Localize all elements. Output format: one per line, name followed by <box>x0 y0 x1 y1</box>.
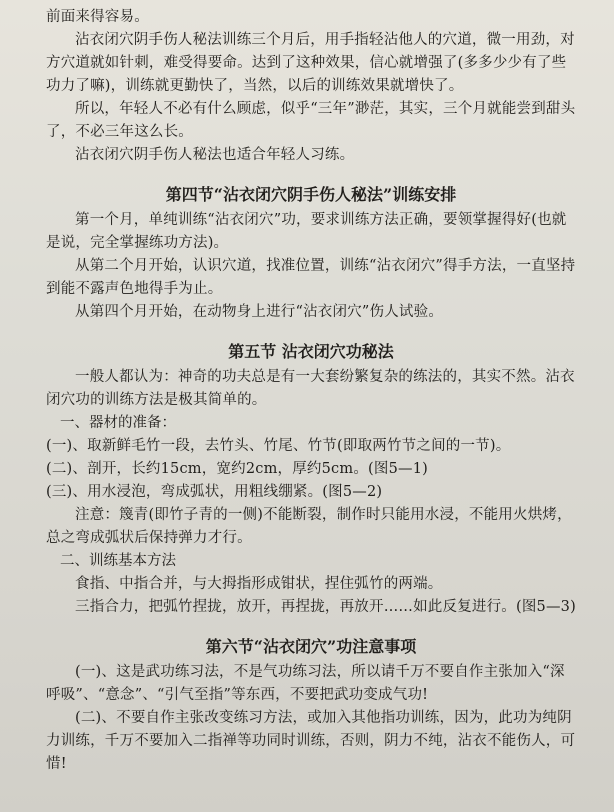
intro-paragraph-2: 沾衣闭穴阴手伤人秘法训练三个月后，用手指轻沾他人的穴道，微一用劲，对方穴道就如针刺，难受得要命。达到了这种效果，信心就增强了(多多少少有了些功力了嘛)，训练就更勤快了，当然，以后的训练效果就增快了。 <box>46 32 575 94</box>
section-6-paragraph-1: (一)、这是武功练习法，不是气功练习法，所以请千万不要自作主张加入“深呼吸”、“意念”、“引气至指”等东西，不要把武功变成气功! <box>46 664 565 703</box>
intro-paragraph-4: 沾衣闭穴阴手伤人秘法也适合年轻人习练。 <box>75 147 355 163</box>
section-4-paragraph-1: 第一个月，单纯训练“沾衣闭穴”功，要求训练方法正确，要领掌握得好(也就是说，完全掌握练功方法)。 <box>46 212 567 251</box>
section-4-heading: 第四节“沾衣闭穴阴手伤人秘法”训练安排 <box>165 185 457 204</box>
equipment-item-3: (三)、用水浸泡，弯成弧状，用粗线绷紧。(图5—2) <box>46 484 383 500</box>
method-paragraph-2: 三指合力，把弧竹捏拢，放开，再捏拢，再放开……如此反复进行。(图5—3) <box>75 599 576 615</box>
intro-paragraph-3: 所以，年轻人不必有什么顾虑，似乎“三年”渺茫，其实，三个月就能尝到甜头了，不必三年这么长。 <box>46 101 576 140</box>
equipment-note: 注意：篾青(即竹子青的一侧)不能断裂，制作时只能用水浸，不能用火烘烤，总之弯成弧状后保持弹力才行。 <box>46 507 572 546</box>
intro-paragraph-1: 前面来得容易。 <box>46 9 149 25</box>
section-5-paragraph-1: 一般人都认为：神奇的功夫总是有一大套纷繁复杂的练法的，其实不然。沾衣闭穴功的训练方法是极其简单的。 <box>46 369 575 408</box>
method-paragraph-1: 食指、中指合并，与大拇指形成钳状，捏住弧竹的两端。 <box>75 576 443 592</box>
equipment-subheading: 一、器材的准备： <box>60 415 176 431</box>
section-4-paragraph-3: 从第四个月开始，在动物身上进行“沾衣闭穴”伤人试验。 <box>75 304 444 320</box>
section-5-heading: 第五节 沾衣闭穴功秘法 <box>228 342 394 361</box>
section-6-heading: 第六节“沾衣闭穴”功注意事项 <box>205 637 417 656</box>
method-subheading: 二、训练基本方法 <box>60 553 176 569</box>
equipment-item-2: (二)、剖开，长约15cm，宽约2cm，厚约5cm。(图5—1) <box>46 461 428 477</box>
equipment-item-1: (一)、取新鲜毛竹一段，去竹头、竹尾、竹节(即取两竹节之间的一节)。 <box>46 438 511 454</box>
section-6-paragraph-2: (二)、不要自作主张改变练习方法，或加入其他指功训练，因为，此功为纯阴力训练，千万不要加入二指禅等功同时训练，否则，阴力不纯，沾衣不能伤人，可惜! <box>46 710 576 772</box>
section-4-paragraph-2: 从第二个月开始，认识穴道，找准位置，训练“沾衣闭穴”得手方法，一直坚持到能不露声色地得手为止。 <box>46 258 576 297</box>
